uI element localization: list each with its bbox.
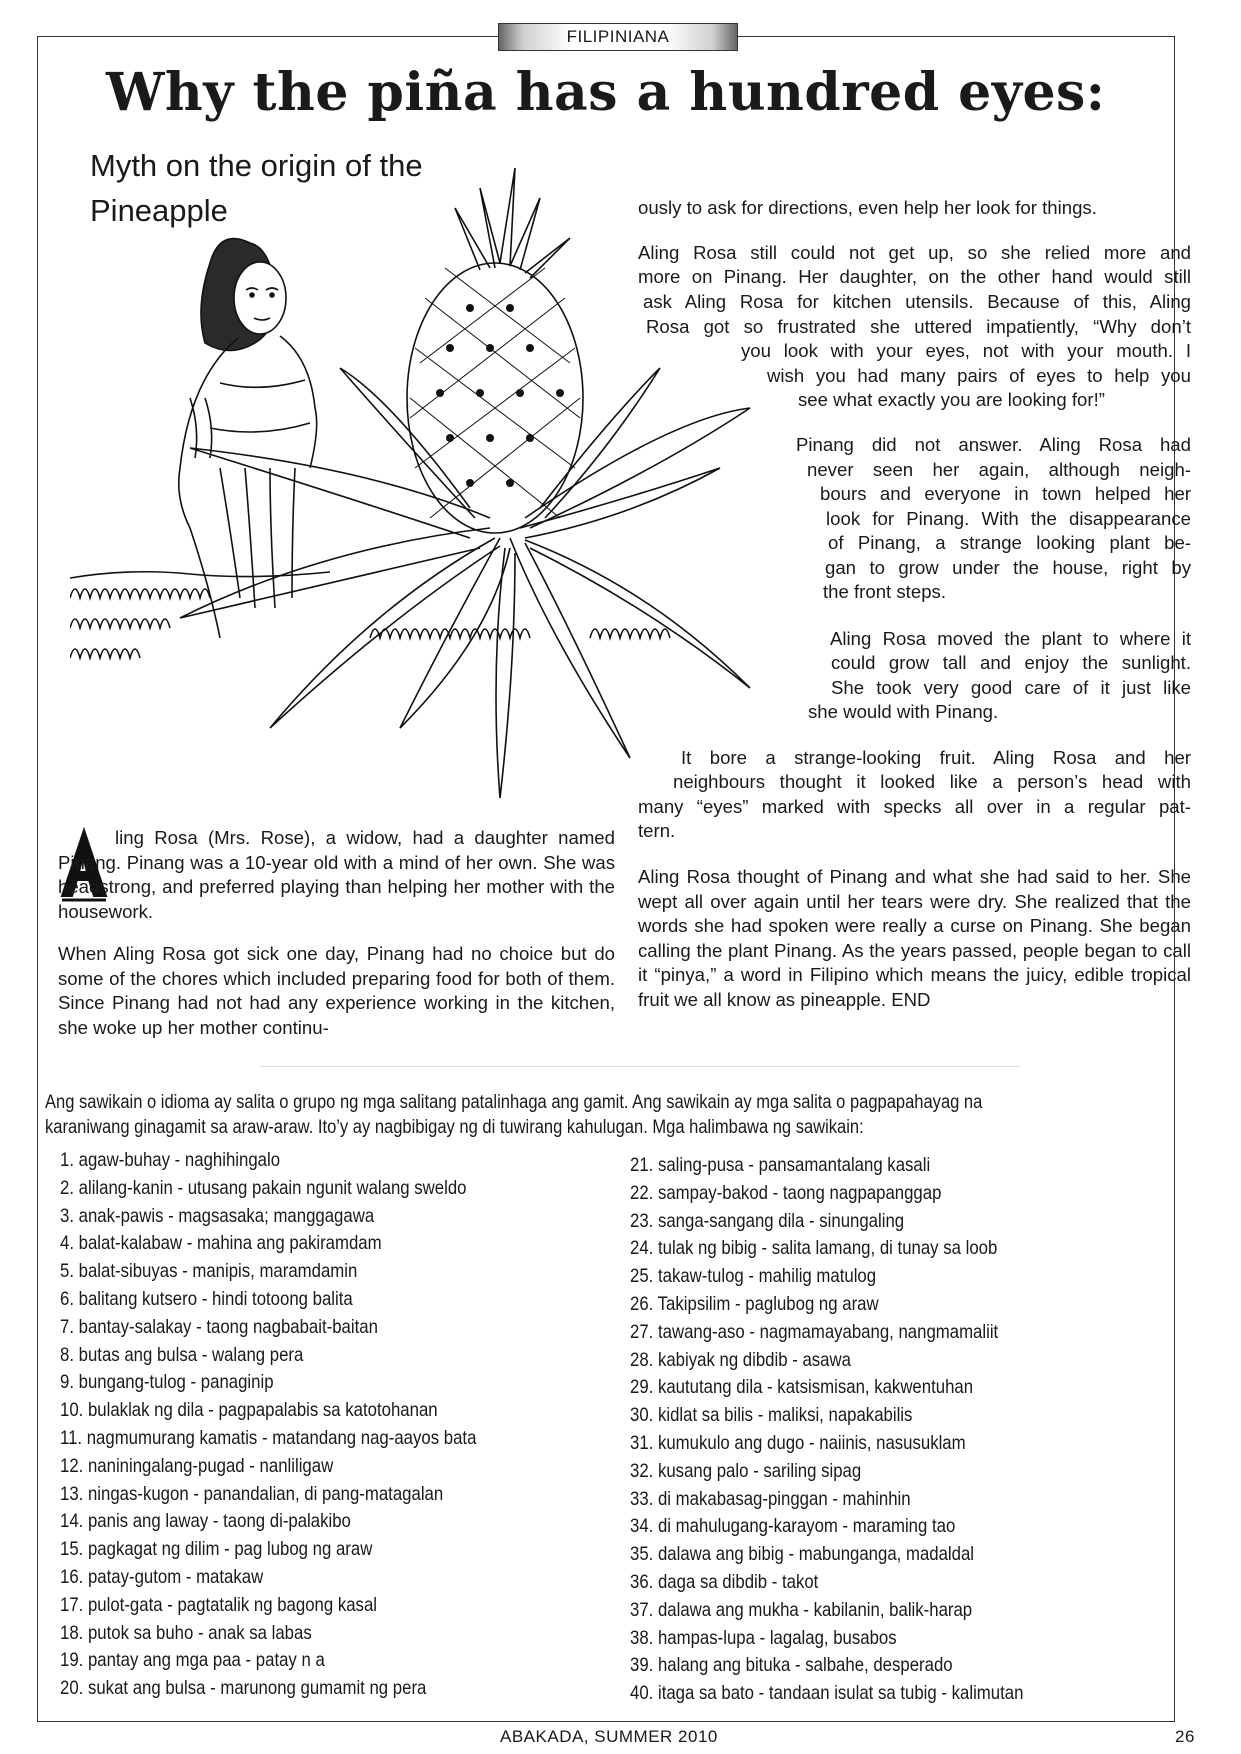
article-line: you look with your eyes, not with your mouth. I — [741, 340, 1191, 361]
list-item: 18. putok sa buho - anak sa labas — [60, 1621, 312, 1644]
sawikain-list-right — [630, 1152, 1023, 1708]
list-item: 3. anak-pawis - magsasaka; manggagawa — [60, 1204, 375, 1227]
list-item: 39. halang ang bituka - salbahe, desperado — [630, 1654, 953, 1677]
article-paragraph: When Aling Rosa got sick one day, Pinang had no choice but do some of the chores which included preparing food for both of them. Since Pinang had not had any experience working in the kitchen, she woke up her mother continu- — [58, 943, 615, 1038]
article-line: neighbours thought it looked like a person’s head with — [673, 771, 1191, 792]
list-item: 6. balitang kutsero - hindi totoong balita — [60, 1287, 353, 1310]
list-item: 25. takaw-tulog - mahilig matulog — [630, 1265, 877, 1288]
list-item: 29. kaututang dila - katsismisan, kakwentuhan — [630, 1376, 974, 1399]
footer-publication: ABAKADA, SUMMER 2010 — [500, 1727, 718, 1746]
list-item: 21. saling-pusa - pansamantalang kasali — [630, 1154, 931, 1176]
list-item: 40. itaga sa bato - tandaan isulat sa tubig - kalimutan — [630, 1682, 1024, 1705]
article-line: gan to grow under the house, right by — [825, 557, 1191, 578]
list-item: 7. bantay-salakay - taong nagbabait-baitan — [60, 1315, 378, 1338]
article-line: wish you had many pairs of eyes to help you — [767, 365, 1191, 386]
list-item: 30. kidlat sa bilis - maliksi, napakabilis — [630, 1404, 913, 1427]
woman-figure-icon — [179, 239, 317, 639]
article-line: more on Pinang. Her daughter, on the other hand would still — [638, 266, 1191, 287]
article-line: Aling Rosa moved the plant to where it — [830, 628, 1191, 649]
article-line: It bore a strange-looking fruit. Aling Rosa and her — [681, 747, 1191, 768]
list-item: 1. agaw-buhay - naghihingalo — [60, 1149, 281, 1171]
grass-ground-icon — [70, 572, 670, 658]
list-item: 8. butas ang bulsa - walang pera — [60, 1343, 304, 1366]
list-item: 19. pantay ang mga paa - patay n a — [60, 1649, 325, 1672]
list-item: 5. balat-sibuyas - manipis, maramdamin — [60, 1260, 358, 1283]
list-item: 9. bungang-tulog - panaginip — [60, 1371, 274, 1394]
list-item: 15. pagkagat ng dilim - pag lubog ng araw — [60, 1538, 373, 1561]
list-item: 26. Takipsilim - paglubog ng araw — [630, 1292, 879, 1315]
list-item: 20. sukat ang bulsa - marunong gumamit ng pera — [60, 1677, 427, 1700]
list-item: 13. ningas-kugon - panandalian, di pang-matagalan — [60, 1482, 444, 1505]
list-item: 32. kusang palo - sariling sipag — [630, 1459, 862, 1482]
list-item: 34. di mahulugang-karayom - maraming tao — [630, 1515, 956, 1538]
list-item: 27. tawang-aso - nagmamayabang, nangmamaliit — [630, 1320, 999, 1343]
list-item: 4. balat-kalabaw - mahina ang pakiramdam — [60, 1232, 382, 1255]
article-subtitle: Myth on the origin of the Pineapple — [90, 148, 423, 228]
list-item: 10. bulaklak ng dila - pagpapalabis sa katotohanan — [60, 1399, 438, 1422]
list-item: 35. dalawa ang bibig - mabunganga, madaldal — [630, 1543, 975, 1566]
section-tab: FILIPINIANA — [498, 23, 738, 51]
article-line: the front steps. — [823, 581, 946, 602]
list-item: 24. tulak ng bibig - salita lamang, di tunay sa loob — [630, 1237, 998, 1260]
article-line: never seen her again, although neigh- — [807, 459, 1191, 480]
list-item: 11. nagmumurang kamatis - matandang nag-aayos bata — [60, 1426, 477, 1449]
footer-page-number: 26 — [1175, 1727, 1195, 1746]
list-item: 31. kumukulo ang dugo - naiinis, nasusuklam — [630, 1431, 966, 1454]
article-line: see what exactly you are looking for!” — [798, 389, 1105, 410]
section-divider — [260, 1066, 1020, 1067]
article-line: Rosa got so frustrated she uttered impatiently, “Why don’t — [646, 316, 1191, 337]
sawikain-intro: Ang sawikain o idioma ay salita o grupo ng mga salitang patalinhaga ang gamit. Ang sawikain ay mga salita o pagpapahayag na karaniwang ginagamit sa araw-araw. Ito’y ay nagbibigay ng di tuwirang kahulugan. Mga halimbawa ng sawikain: — [45, 1092, 983, 1138]
article-line: ously to ask for directions, even help her look for things. — [638, 197, 1097, 218]
list-item: 22. sampay-bakod - taong nagpapanggap — [630, 1181, 942, 1204]
article-line: Aling Rosa still could not get up, so she relied more and — [638, 242, 1191, 263]
list-item: 33. di makabasag-pinggan - mahinhin — [630, 1487, 911, 1510]
article-line: she would with Pinang. — [808, 701, 999, 722]
article-paragraph: Aling Rosa thought of Pinang and what she had said to her. She wept all over again until her tears were dry. She realized that the words she had spoken were really a curse on Pinang. She began calling the plant Pinang. As the years passed, people began to call it “pinya,” a word in Filipino which means the juicy, edible tropical fruit we all know as pineapple. END — [638, 866, 1191, 1010]
list-item: 28. kabiyak ng dibdib - asawa — [630, 1348, 851, 1371]
list-item: 38. hampas-lupa - lagalag, busabos — [630, 1626, 897, 1649]
list-item: 23. sanga-sangang dila - sinungaling — [630, 1209, 905, 1232]
article-title: Why the piña has a hundred eyes: — [106, 62, 1106, 123]
article-line: look for Pinang. With the disappearance — [826, 508, 1191, 529]
article-line: tern. — [638, 820, 676, 841]
list-item: 36. daga sa dibdib - takot — [630, 1570, 819, 1593]
article-line: of Pinang, a strange looking plant be- — [828, 532, 1191, 553]
article-left-column — [58, 826, 615, 1040]
article-line: bours and everyone in town helped her — [820, 483, 1191, 504]
list-item: 12. naniningalang-pugad - nanliligaw — [60, 1454, 334, 1477]
list-item: 2. alilang-kanin - utusang pakain ngunit walang sweldo — [60, 1176, 467, 1199]
article-line: Pinang did not answer. Aling Rosa had — [796, 434, 1191, 455]
article-line: ask Aling Rosa for kitchen utensils. Because of this, Aling — [643, 291, 1191, 312]
list-item: 14. panis ang laway - taong di-palakibo — [60, 1510, 351, 1533]
article-line: She took very good care of it just like — [831, 677, 1191, 698]
list-item: 16. patay-gutom - matakaw — [60, 1565, 264, 1588]
list-item: 37. dalawa ang mukha - kabilanin, balik-harap — [630, 1598, 973, 1621]
sawikain-list-left — [60, 1147, 476, 1703]
pineapple-fruit-icon — [407, 168, 583, 533]
article-line: could grow tall and enjoy the sunlight. — [831, 652, 1191, 673]
article-paragraph: ling Rosa (Mrs. Rose), a widow, had a daughter named Pinang. Pinang was a 10-year old with a mind of her own. She was headstrong, and preferred playing than helping her mother with the housework. — [58, 827, 615, 922]
list-item: 17. pulot-gata - pagtatalik ng bagong kasal — [60, 1593, 378, 1616]
article-line: many “eyes” marked with specks all over in a regular pat- — [638, 796, 1191, 817]
